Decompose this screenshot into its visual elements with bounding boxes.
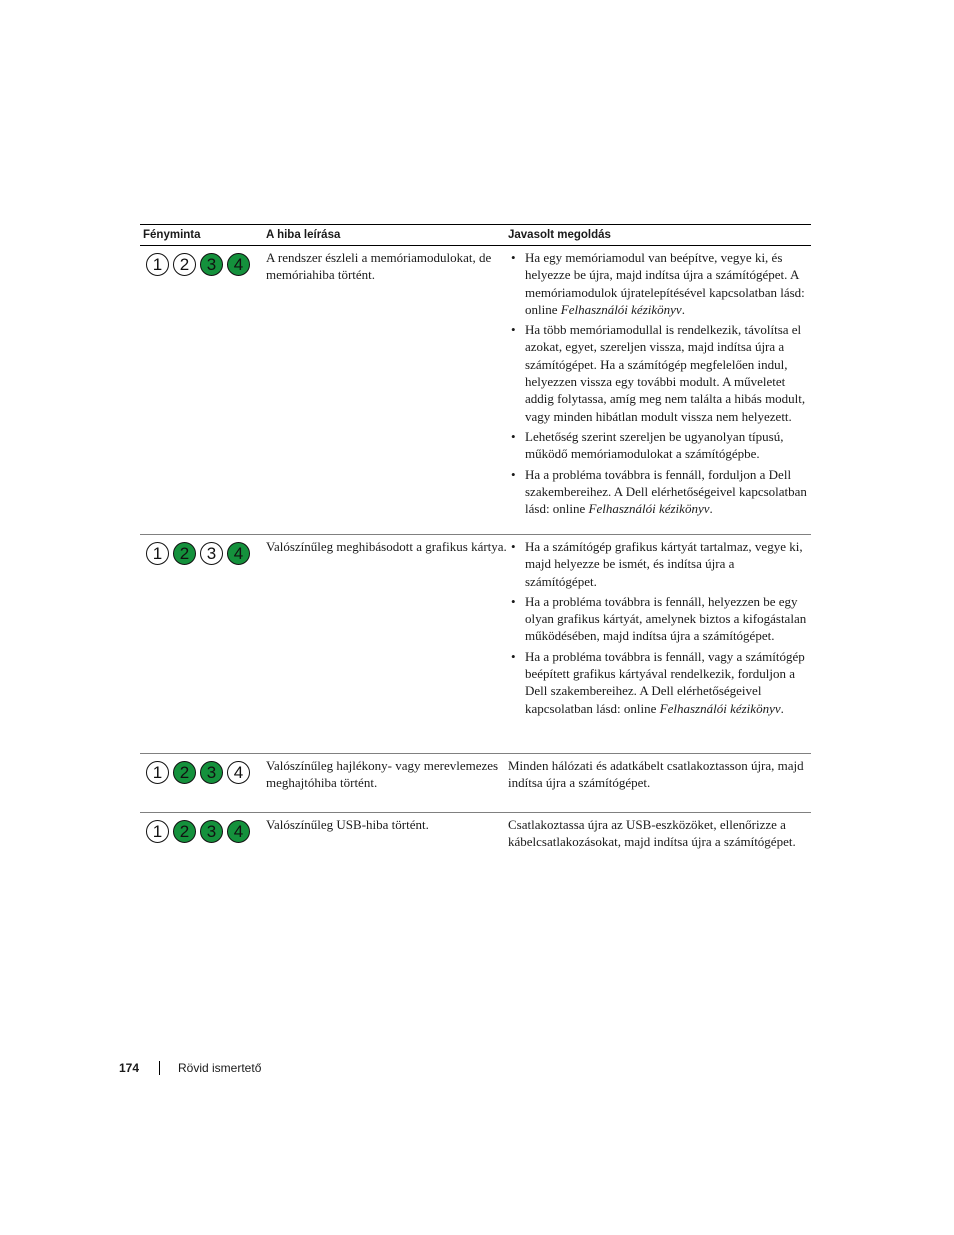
header-suggested-resolution: Javasolt megoldás [508,229,611,241]
user-guide-reference: Felhasználói kézikönyv [659,700,781,716]
led-group [143,816,266,843]
light-pattern-cell [140,538,266,753]
solution-item: • Lehetőség szerint szereljen be ugyanolyan típusú, működő memóriamodulokat a számítógépbe. [508,428,807,463]
solution-item: • Ha a számítógép grafikus kártyát tartalmaz, vegye ki, majd helyezze be ismét, és indítsa újra a számítógépet. [508,538,807,590]
led-indicator-icon: 1 [146,761,169,784]
suggested-resolution: Minden hálózati és adatkábelt csatlakoztasson újra, majd indítsa újra a számítógépet. [508,758,804,791]
led-indicator-icon: 4 [227,253,250,276]
solution-item: • Ha a probléma továbbra is fennáll, helyezzen be egy olyan grafikus kártyát, amelynek biztos a kifogástalan működésében, majd indítsa újra a számítógépet. [508,593,807,645]
page-number: 174 [119,1061,140,1075]
solution-list [508,249,807,517]
led-indicator-icon: 4 [227,820,250,843]
solution-list [508,538,807,717]
diagnostic-light-table [140,224,811,876]
table-row [140,535,811,754]
header-problem-description: A hiba leírása [266,229,341,241]
led-indicator-icon: 3 [200,253,223,276]
user-guide-reference: Felhasználói kézikönyv [560,301,682,317]
table-row [140,246,811,535]
led-indicator-icon: 4 [227,542,250,565]
light-pattern-cell [140,757,266,812]
led-indicator-icon: 3 [200,761,223,784]
led-indicator-icon: 2 [173,820,196,843]
header-light-pattern: Fényminta [143,229,201,241]
problem-description: Valószínűleg USB-hiba történt. [266,817,429,832]
led-group [143,757,266,784]
problem-description: Valószínűleg meghibásodott a grafikus kártya. [266,539,507,554]
table-header [140,225,811,246]
led-indicator-icon: 3 [200,542,223,565]
solution-item: • Ha több memóriamodullal is rendelkezik, távolítsa el azokat, egyet, szereljen vissza, majd indítsa újra a számítógépet. Ha a számítógép megfelelően indul, helyezzen vissza egy további modult. A műveletet addig folytassa, amíg meg nem találta a hibás modult, vagy minden hibátlan modult vissza nem helyezett. [508,321,807,425]
solution-item: • Ha egy memóriamodul van beépítve, vegye ki, és helyezze be újra, majd indítsa újra a számítógépet. A memóriamodulok újratelepítésével kapcsolatban lásd: online Felhasználói kézikönyv. [508,249,807,318]
led-indicator-icon: 1 [146,542,169,565]
led-indicator-icon: 1 [146,253,169,276]
problem-description: Valószínűleg hajlékony- vagy merevlemezes meghajtóhiba történt. [266,758,499,791]
led-indicator-icon: 2 [173,542,196,565]
led-group [143,538,266,565]
suggested-resolution: Csatlakoztassa újra az USB-eszközöket, ellenőrizze a kábelcsatlakozásokat, majd indítsa újra a számítógépet. [508,817,796,850]
user-guide-reference: Felhasználói kézikönyv [588,501,710,517]
solution-item: • Ha a probléma továbbra is fennáll, forduljon a Dell szakembereihez. A Dell elérhetőségeivel kapcsolatban lásd: online Felhasználói kézikönyv. [508,466,807,518]
footer-title: Rövid ismertető [178,1061,262,1075]
light-pattern-cell [140,249,266,534]
suggested-resolution [508,538,811,753]
table-row [140,754,811,813]
led-indicator-icon: 4 [227,761,250,784]
led-indicator-icon: 1 [146,820,169,843]
led-group [143,249,266,276]
led-indicator-icon: 2 [173,761,196,784]
light-pattern-cell [140,816,266,876]
led-indicator-icon: 2 [173,253,196,276]
led-indicator-icon: 3 [200,820,223,843]
suggested-resolution [508,249,811,534]
problem-description: A rendszer észleli a memóriamodulokat, de memóriahiba történt. [266,250,492,283]
solution-item: • Ha a probléma továbbra is fennáll, vagy a számítógép beépített grafikus kártyával rendelkezik, forduljon a Dell szakembereihez. A Dell elérhetőségeivel kapcsolatban lásd: online Felhasználói kézikönyv. [508,648,807,717]
table-row [140,813,811,876]
footer-divider [159,1061,160,1075]
